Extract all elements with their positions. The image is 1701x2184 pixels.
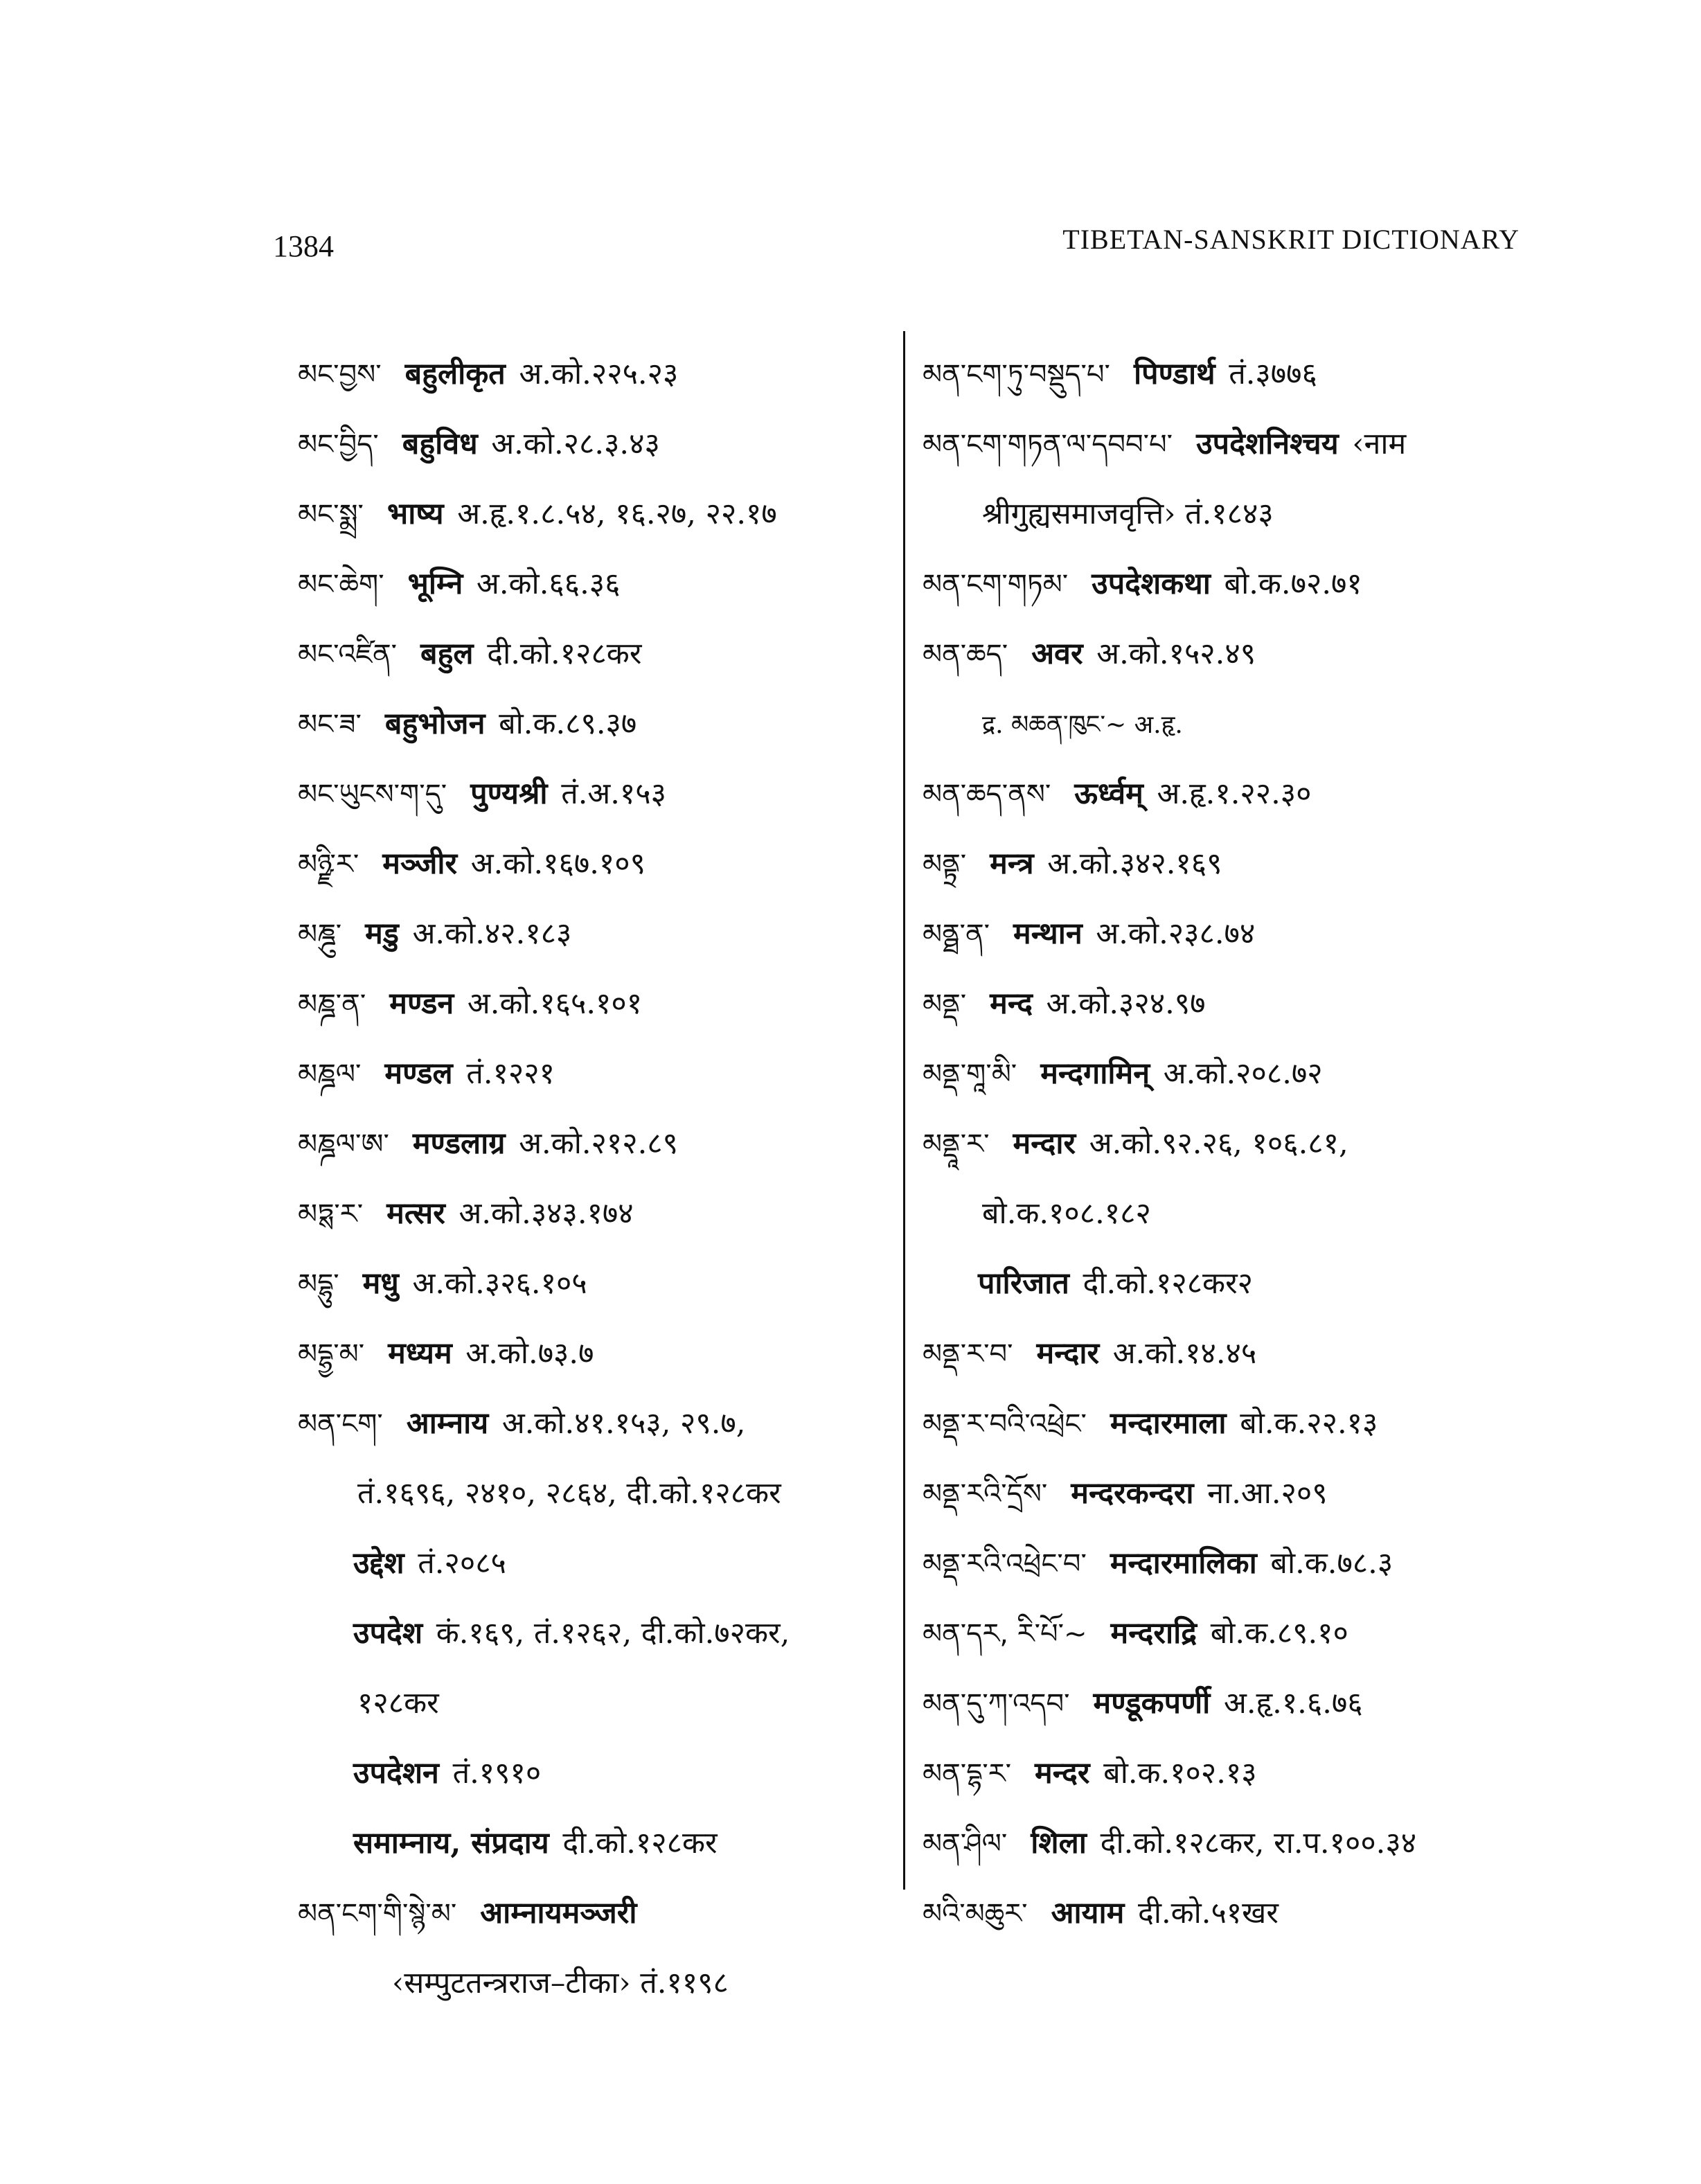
dictionary-entry: [298, 549, 893, 619]
source-reference: ‹नाम: [1342, 427, 1407, 461]
sanskrit-equivalent: आयाम: [1051, 1896, 1125, 1930]
tibetan-headword: མན་ཆད་: [923, 639, 1008, 671]
dictionary-entry: [298, 899, 893, 969]
source-reference: अ.को.२२५.२३: [509, 357, 679, 391]
sanskrit-equivalent: मन्द: [990, 986, 1033, 1021]
page-number: 1384: [273, 229, 334, 263]
dictionary-entry: [298, 689, 893, 759]
sanskrit-equivalent: मन्दरकन्दरा: [1071, 1476, 1194, 1511]
source-reference: १२८कर: [357, 1686, 439, 1721]
source-reference: दी.को.१२८कर: [553, 1826, 718, 1861]
sanskrit-equivalent: पिण्डार्थ: [1133, 357, 1215, 391]
dictionary-entry: [923, 549, 1546, 619]
source-reference: अ.हृ.१.२२.३०: [1147, 776, 1312, 811]
tibetan-headword: མཏྶ་ར་: [298, 1198, 364, 1230]
tibetan-headword: མང་བྱས་: [298, 359, 382, 391]
tibetan-headword: མན་ངག་གཏན་ལ་དབབ་པ་: [923, 429, 1173, 461]
tibetan-headword: མང་བྱིད་: [298, 429, 379, 461]
source-reference: तं.१९१०: [443, 1756, 542, 1791]
tibetan-headword: མང་ཡུངས་ག་དུ་: [298, 779, 447, 810]
entry-continuation: [298, 1948, 893, 2018]
sanskrit-equivalent: मण्डूकपर्णी: [1093, 1686, 1211, 1721]
source-reference: बो.क.८९.३७: [489, 707, 637, 741]
dictionary-entry: [923, 1739, 1546, 1809]
sanskrit-equivalent: भाष्य: [386, 497, 444, 531]
tibetan-headword: མཎྜ་ན་: [298, 988, 366, 1020]
tibetan-headword: མཎྜལ་: [298, 1058, 362, 1090]
sanskrit-equivalent: मधु: [362, 1266, 399, 1301]
tibetan-headword: མཎྜལ་ཨ་: [298, 1128, 389, 1160]
sanskrit-equivalent: बहुल: [420, 637, 474, 671]
sanskrit-equivalent: मन्दार: [1036, 1336, 1100, 1371]
running-title: TIBETAN-SANSKRIT DICTIONARY: [1062, 224, 1520, 255]
entry-continuation: [298, 1599, 893, 1669]
dictionary-entry: [298, 479, 893, 549]
sanskrit-equivalent: मन्दारमालिका: [1110, 1546, 1257, 1581]
entry-continuation: [298, 1669, 893, 1739]
dictionary-entry: [298, 1389, 893, 1459]
dictionary-entry: [298, 829, 893, 899]
dictionary-entry: [923, 1389, 1546, 1459]
tibetan-headword: མང་ཆེག་: [298, 569, 384, 601]
tibetan-headword: མན་ཆད་ནས་: [923, 779, 1051, 810]
right-column: [923, 339, 1546, 1948]
dictionary-entry: [298, 1879, 893, 1948]
sanskrit-equivalent: मन्त्र: [990, 846, 1034, 881]
sanskrit-equivalent: आम्नायमञ्जरी: [480, 1896, 637, 1930]
sanskrit-equivalent: पारिजात: [978, 1266, 1069, 1301]
entry-continuation: [923, 689, 1546, 759]
entry-continuation: [923, 479, 1546, 549]
source-reference: अ.को.३४३.१७४: [449, 1196, 634, 1231]
entry-continuation: [298, 1529, 893, 1599]
source-reference: अ.को.१५२.४९: [1087, 637, 1256, 671]
source-reference: दी.को.१२८कर२: [1073, 1266, 1254, 1301]
entry-continuation: [298, 1739, 893, 1809]
tibetan-headword: མང་ཟ་: [298, 709, 362, 740]
dictionary-entry: [923, 619, 1546, 689]
sanskrit-equivalent: मन्दराद्रि: [1110, 1616, 1197, 1651]
dictionary-entry: [298, 1249, 893, 1319]
source-reference: ना.आ.२०९: [1197, 1476, 1328, 1511]
source-reference: अ.को.३२४.९७: [1037, 986, 1206, 1021]
source-reference: अ.हृ.१.८.५४, १६.२७, २२.१७: [447, 497, 777, 531]
source-reference: कं.१६९, तं.१२६२, दी.को.७२कर,: [427, 1616, 790, 1651]
sanskrit-equivalent: मण्डन: [389, 986, 454, 1021]
source-reference: अ.को.९२.२६, १०६.८१,: [1080, 1126, 1348, 1161]
tibetan-headword: མནྟྲ་: [923, 849, 967, 880]
sanskrit-equivalent: मण्डलाग्र: [412, 1126, 506, 1161]
source-reference: अ.को.२८.३.४३: [481, 427, 660, 461]
dictionary-entry: [923, 339, 1546, 409]
source-reference: अ.को.४१.१५३, २९.७,: [492, 1406, 746, 1441]
sanskrit-equivalent: उपदेश: [353, 1616, 423, 1651]
source-reference: तं.अ.१५३: [551, 776, 666, 811]
dictionary-entry: [923, 1459, 1546, 1529]
source-reference: बो.क.७८.३: [1261, 1546, 1393, 1581]
tibetan-headword: མཎྜུ་: [298, 918, 342, 950]
dictionary-entry: [298, 1179, 893, 1249]
sanskrit-equivalent: मन्थान: [1013, 916, 1083, 951]
dictionary-entry: [298, 1109, 893, 1179]
tibetan-headword: མནྡ་: [923, 988, 967, 1020]
source-reference: श्रीगुह्यसमाजवृत्ति› तं.१८४३: [982, 497, 1274, 531]
tibetan-headword: མནྡ་རའི་དྲོས་: [923, 1478, 1048, 1510]
tibetan-headword: མཉྫི་ར་: [298, 849, 359, 880]
dictionary-entry: [923, 1669, 1546, 1739]
sanskrit-equivalent: शिला: [1031, 1826, 1087, 1861]
dictionary-entry: [923, 899, 1546, 969]
entry-continuation: [298, 1809, 893, 1879]
dictionary-entry: [298, 969, 893, 1039]
tibetan-headword: མན་དུ་ཀ་འདབ་: [923, 1688, 1070, 1720]
dictionary-entry: [298, 339, 893, 409]
tibetan-headword: མནྡ་ར་བ་: [923, 1338, 1013, 1370]
source-reference: अ.को.३४२.१६९: [1037, 846, 1222, 881]
sanskrit-equivalent: बहुलीकृत: [404, 357, 506, 391]
sanskrit-equivalent: बहुभोजन: [384, 707, 486, 741]
source-reference: दी.को.१२८कर, रा.प.१००.३४: [1090, 1826, 1417, 1861]
sanskrit-equivalent: अवर: [1031, 637, 1083, 671]
entry-continuation: [923, 1249, 1546, 1319]
sanskrit-equivalent: मन्दार: [1013, 1126, 1076, 1161]
dictionary-entry: [923, 1319, 1546, 1389]
source-reference: अ.को.७३.७: [456, 1336, 594, 1371]
sanskrit-equivalent: मन्दर: [1035, 1756, 1090, 1791]
dictionary-entry: [923, 759, 1546, 829]
dictionary-entry: [298, 1039, 893, 1109]
tibetan-headword: མའི་མཆུར་: [923, 1898, 1028, 1930]
tibetan-headword: མདྷྱ་མ་: [298, 1338, 365, 1370]
source-reference: अ.को.२३८.७४: [1086, 916, 1256, 951]
dictionary-entry: [298, 759, 893, 829]
source-reference: अ.को.६६.३६: [467, 567, 621, 601]
source-reference: द्र. མཆན་ཁུང་~ अ.हृ.: [982, 711, 1183, 739]
sanskrit-equivalent: उपदेशन: [353, 1756, 439, 1791]
sanskrit-equivalent: बहुविध: [402, 427, 478, 461]
tibetan-headword: མང་སྨྲ་: [298, 499, 364, 531]
tibetan-headword: མནྡ་རའི་འཕྲེང་བ་: [923, 1548, 1087, 1580]
tibetan-headword: མན་ངག་ཏུ་བསྡུད་པ་: [923, 359, 1110, 391]
source-reference: बो.क.१०८.१८२: [982, 1196, 1151, 1231]
tibetan-headword: མན་ངག་གི་སྙེ་མ་: [298, 1898, 457, 1930]
entry-continuation: [923, 1179, 1546, 1249]
sanskrit-equivalent: मत्सर: [386, 1196, 445, 1231]
tibetan-headword: མནྡ་ར་བའི་འཕྲེང་: [923, 1408, 1087, 1440]
sanskrit-equivalent: ऊर्ध्वम्: [1074, 776, 1143, 811]
sanskrit-equivalent: उपदेशकथा: [1092, 567, 1211, 601]
tibetan-headword: མན་ཤིལ་: [923, 1828, 1008, 1860]
source-reference: अ.को.२१२.८९: [509, 1126, 679, 1161]
source-reference: अ.को.१६५.१०१: [458, 986, 643, 1021]
dictionary-entry: [923, 1809, 1546, 1879]
dictionary-entry: [923, 829, 1546, 899]
sanskrit-equivalent: मण्डल: [384, 1056, 453, 1091]
source-reference: ‹सम्पुटतन्त्रराज–टीका› तं.११९८: [392, 1966, 729, 2000]
source-reference: तं.३७७६: [1219, 357, 1317, 391]
sanskrit-equivalent: मञ्जीर: [382, 846, 458, 881]
source-reference: बो.क.१०२.१३: [1094, 1756, 1257, 1791]
left-column: [298, 339, 893, 2018]
entry-continuation: [298, 1459, 893, 1529]
dictionary-entry: [298, 619, 893, 689]
source-reference: तं.१२२१: [456, 1056, 555, 1091]
tibetan-headword: མནྠ་ན་: [923, 918, 990, 950]
source-reference: अ.को.२०८.७२: [1154, 1056, 1323, 1091]
source-reference: अ.को.४२.१८३: [402, 916, 572, 951]
dictionary-entry: [923, 1109, 1546, 1179]
source-reference: अ.हृ.१.६.७६: [1214, 1686, 1363, 1721]
source-reference: अ.को.१४.४५: [1103, 1336, 1257, 1371]
sanskrit-equivalent: मन्दारमाला: [1110, 1406, 1227, 1441]
source-reference: बो.क.७२.७१: [1214, 567, 1362, 601]
dictionary-entry: [923, 969, 1546, 1039]
tibetan-headword: མནྡ་གཱ་མི་: [923, 1058, 1017, 1090]
source-reference: बो.क.८९.१०: [1201, 1616, 1348, 1651]
sanskrit-equivalent: भूम्नि: [407, 567, 463, 601]
tibetan-headword: མང་འཛིན་: [298, 639, 398, 671]
tibetan-headword: མན་ངག་: [298, 1408, 383, 1440]
source-reference: तं.२०८५: [408, 1546, 506, 1581]
sanskrit-equivalent: मध्यम: [388, 1336, 452, 1371]
dictionary-entry: [923, 409, 1546, 479]
sanskrit-equivalent: पुण्यश्री: [470, 776, 548, 811]
source-reference: बो.क.२२.१३: [1230, 1406, 1378, 1441]
dictionary-entry: [923, 1879, 1546, 1948]
dictionary-entry: [923, 1529, 1546, 1599]
source-reference: दी.को.१२८कर: [477, 637, 642, 671]
dictionary-entry: [298, 1319, 893, 1389]
dictionary-entry: [923, 1599, 1546, 1669]
sanskrit-equivalent: मन्दगामिन्: [1040, 1056, 1150, 1091]
source-reference: तं.१६९६, २४१०, २८६४, दी.को.१२८कर: [357, 1476, 781, 1511]
sanskrit-equivalent: आम्नाय: [406, 1406, 489, 1441]
tibetan-headword: མནྡཱ་ར་: [923, 1128, 990, 1160]
source-reference: अ.को.३२६.१०५: [402, 1266, 587, 1301]
column-divider: [903, 331, 905, 1890]
tibetan-headword: མདྷུ་: [298, 1268, 339, 1300]
dictionary-entry: [298, 409, 893, 479]
dictionary-entry: [923, 1039, 1546, 1109]
sanskrit-equivalent: मडु: [365, 916, 399, 951]
sanskrit-equivalent: समाम्नाय, संप्रदाय: [353, 1826, 549, 1861]
source-reference: अ.को.१६७.१०९: [461, 846, 645, 881]
tibetan-headword: མན་ངག་གཏམ་: [923, 569, 1069, 601]
source-reference: दी.को.५१खर: [1128, 1896, 1279, 1930]
tibetan-headword: མན་དར, རི་པོ་~: [923, 1618, 1087, 1650]
sanskrit-equivalent: उपदेशनिश्चय: [1196, 427, 1339, 461]
tibetan-headword: མན་དྷ་ར་: [923, 1758, 1012, 1790]
sanskrit-equivalent: उद्देश: [353, 1546, 404, 1581]
